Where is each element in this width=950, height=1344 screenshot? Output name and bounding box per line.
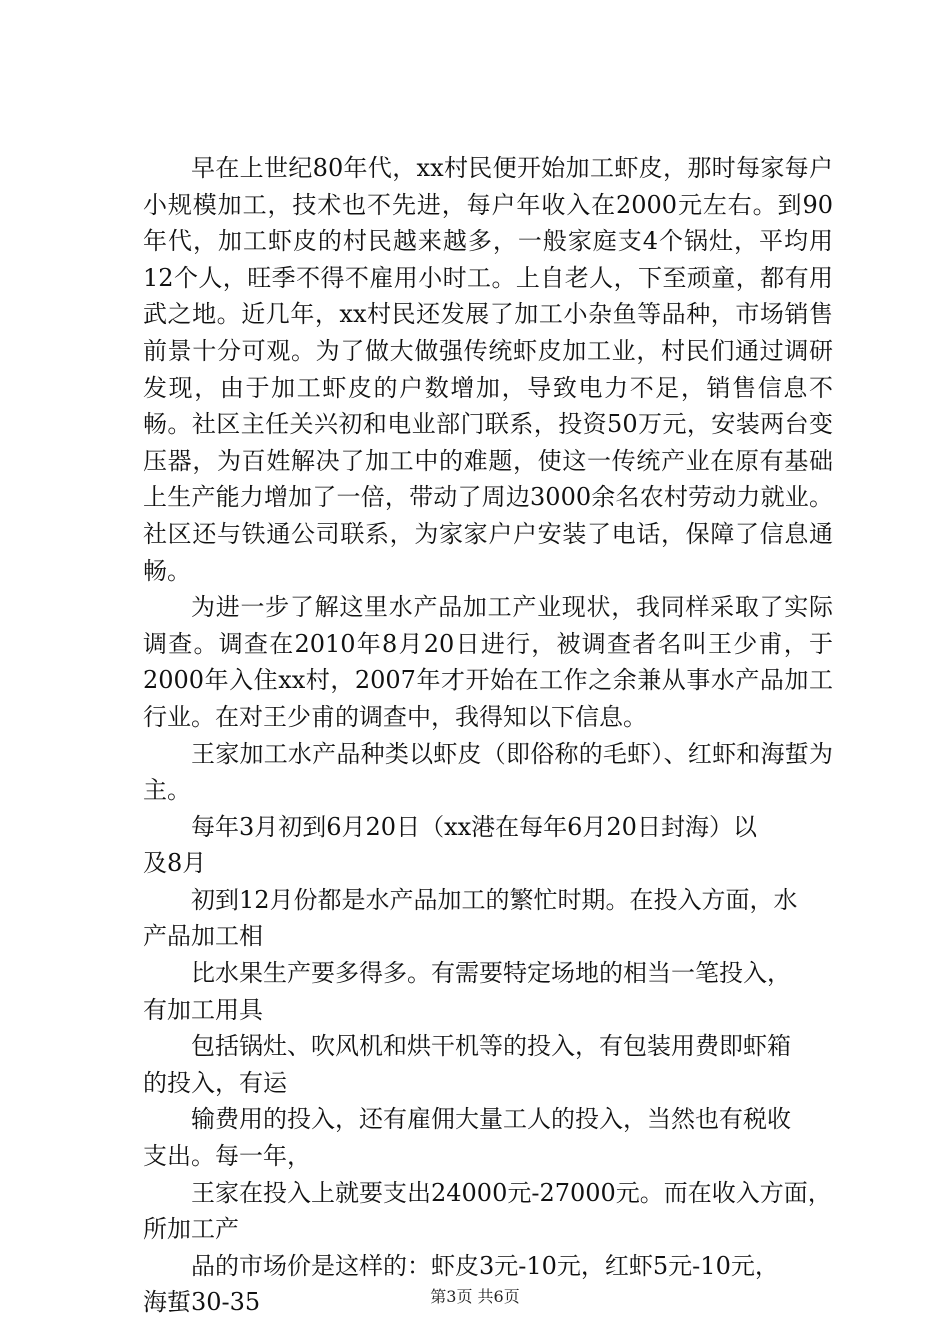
paragraph-products: 王家加工水产品种类以虾皮（即俗称的毛虾）、红虾和海蜇为主。 [143, 739, 833, 805]
paragraph-history: 早在上世纪80年代，xx村民便开始加工虾皮，那时每家每户小规模加工，技术也不先进，每户年收入在2000元左右。到90年代，加工虾皮的村民越来越多，一般家庭支4个锅灶，平均用12个人，旺季不得不雇用小时工。上自老人，下至顽童，都有用武之地。近几年，xx村民还发展了加工小杂鱼等品种，市场销售前景十分可观。为了做大做强传统虾皮加工业，村民们通过调研发现，由于加工虾皮的户数增加，导致电力不足，销售信息不畅。社区主任关兴初和电业部门联系，投资50万元，安装两台变压器，为百姓解决了加工中的难题，使这一传统产业在原有基础上生产能力增加了一倍，带动了周边3000余名农村劳动力就业。社区还与铁通公司联系，为家家户户安装了电话，保障了信息通畅。 [143, 154, 833, 585]
fragment-line-end: 的投入，有运 [143, 1068, 287, 1097]
fragment-line: 品的市场价是这样的：虾皮3元-10元，红虾5元-10元， [191, 1251, 779, 1280]
fragment-line-end: 所加工产 [143, 1215, 239, 1244]
fragment-line: 包括锅灶、吹风机和烘干机等的投入，有包装用费即虾箱 [191, 1032, 791, 1061]
fragment-line-end: 有加工用具 [143, 995, 263, 1024]
fragment-line: 王家在投入上就要支出24000元-27000元。而在收入方面， [191, 1178, 832, 1207]
fragment-line-end: 产品加工相 [143, 922, 263, 951]
fragment-line-end: 海蜇30-35 [143, 1288, 261, 1317]
fragment-line: 输费用的投入，还有雇佣大量工人的投入，当然也有税收 [191, 1105, 791, 1134]
fragment-line: 初到12月份都是水产品加工的繁忙时期。在投入方面，水 [191, 885, 798, 914]
fragment-line: 比水果生产要多得多。有需要特定场地的相当一笔投入， [191, 959, 791, 988]
fragment-line: 每年3月初到6月20日（xx港在每年6月20日封海）以 [191, 812, 757, 841]
page-number-footer: 第3页 共6页 [430, 1287, 520, 1306]
fragment-line-end: 及8月 [143, 849, 207, 878]
document-body [143, 150, 833, 1321]
paragraph-survey: 为进一步了解这里水产品加工产业现状，我同样采取了实际调查。调查在2010年8月20日进行，被调查者名叫王少甫，于2000年入住xx村，2007年才开始在工作之余兼从事水产品加工行业。在对王少甫的调查中，我得知以下信息。 [143, 593, 833, 731]
fragment-line-end: 支出。每一年， [143, 1142, 311, 1171]
